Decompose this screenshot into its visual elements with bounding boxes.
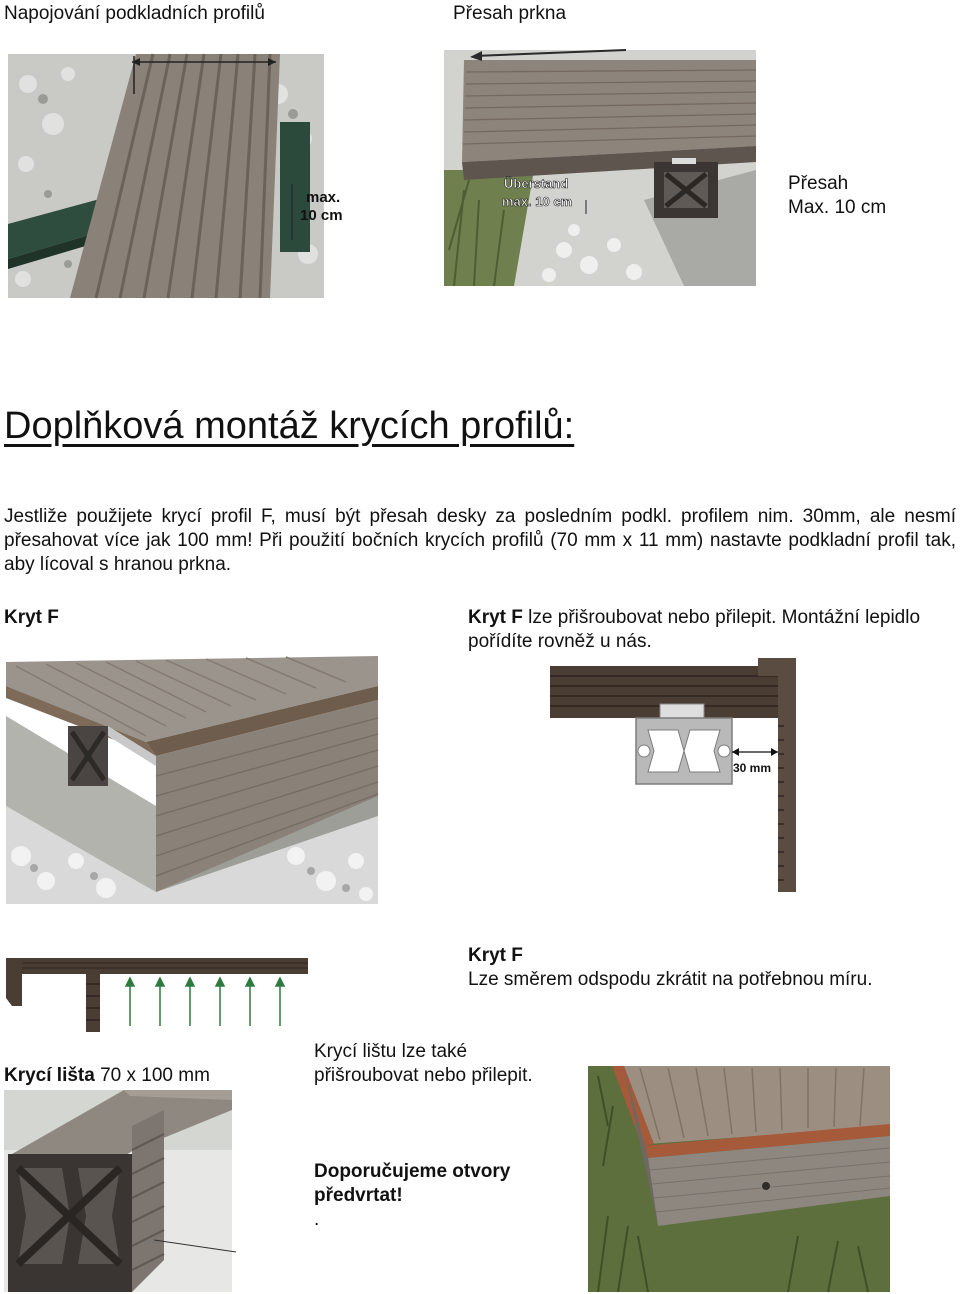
krycí-lista-label — [4, 1064, 210, 1088]
photo-kryt-f-installed — [6, 656, 378, 904]
section-paragraph: Jestliže použijete krycí profil F, musí být přesah desky za posledním podkl. profilem nim. 30mm, ale nesmí přesahovat více jak 100 mm! Při použití bočních krycích profilů (70 mm x 11 mm) nastavte podkladní profil tak, aby lícoval s hranou prkna. — [4, 506, 956, 575]
trailing-dot: . — [314, 1209, 320, 1230]
diagram-kryt-f-trim — [6, 954, 308, 1036]
kryt-f-note-text: lze přišroubovat nebo přilepit. Montážní lepidlo pořídíte rovněž u nás. — [468, 607, 921, 652]
screw-note-line2: přišroubovat nebo přilepit. — [314, 1065, 533, 1086]
caption-joining-profiles: Napojování podkladních profilů — [4, 3, 265, 24]
photo-installed-strip — [588, 1066, 890, 1292]
recommend-line1: Doporučujeme otvory — [314, 1161, 511, 1182]
recommend-line2: předvrtat! — [314, 1185, 403, 1206]
kryt-f-note — [468, 606, 948, 654]
screw-note-line1: Krycí lištu lze také — [314, 1041, 468, 1062]
photo-board-overlap — [444, 50, 756, 286]
kryt-f-label: Kryt F — [4, 607, 59, 628]
diagram-label-30mm: 30 mm — [733, 761, 772, 775]
overlap-note-line2: Max. 10 cm — [788, 197, 887, 218]
cut-note-text: Lze směrem odspodu zkrátit na potřebnou míru. — [468, 969, 873, 990]
krycí-lista-bold: Krycí lišta — [4, 1065, 95, 1086]
photo1-label-10cm: 10 cm — [300, 207, 343, 224]
photo2-label-max: max. 10 cm — [502, 194, 573, 209]
caption-board-overlap: Přesah prkna — [453, 3, 567, 24]
diagram-kryt-f-section — [548, 656, 802, 892]
cut-note-title: Kryt F — [468, 945, 523, 966]
photo-joining-profiles — [8, 54, 343, 298]
photo-cover-strip — [4, 1090, 232, 1292]
krycí-lista-size: 70 x 100 mm — [94, 1065, 210, 1086]
kryt-f-note-bold: Kryt F — [468, 607, 523, 628]
section-heading: Doplňková montáž krycích profilů: — [4, 405, 575, 447]
photo2-label-uberstand: Überstand — [504, 176, 569, 191]
photo1-label-max: max. — [306, 189, 341, 206]
overlap-note-line1: Přesah — [788, 173, 849, 194]
